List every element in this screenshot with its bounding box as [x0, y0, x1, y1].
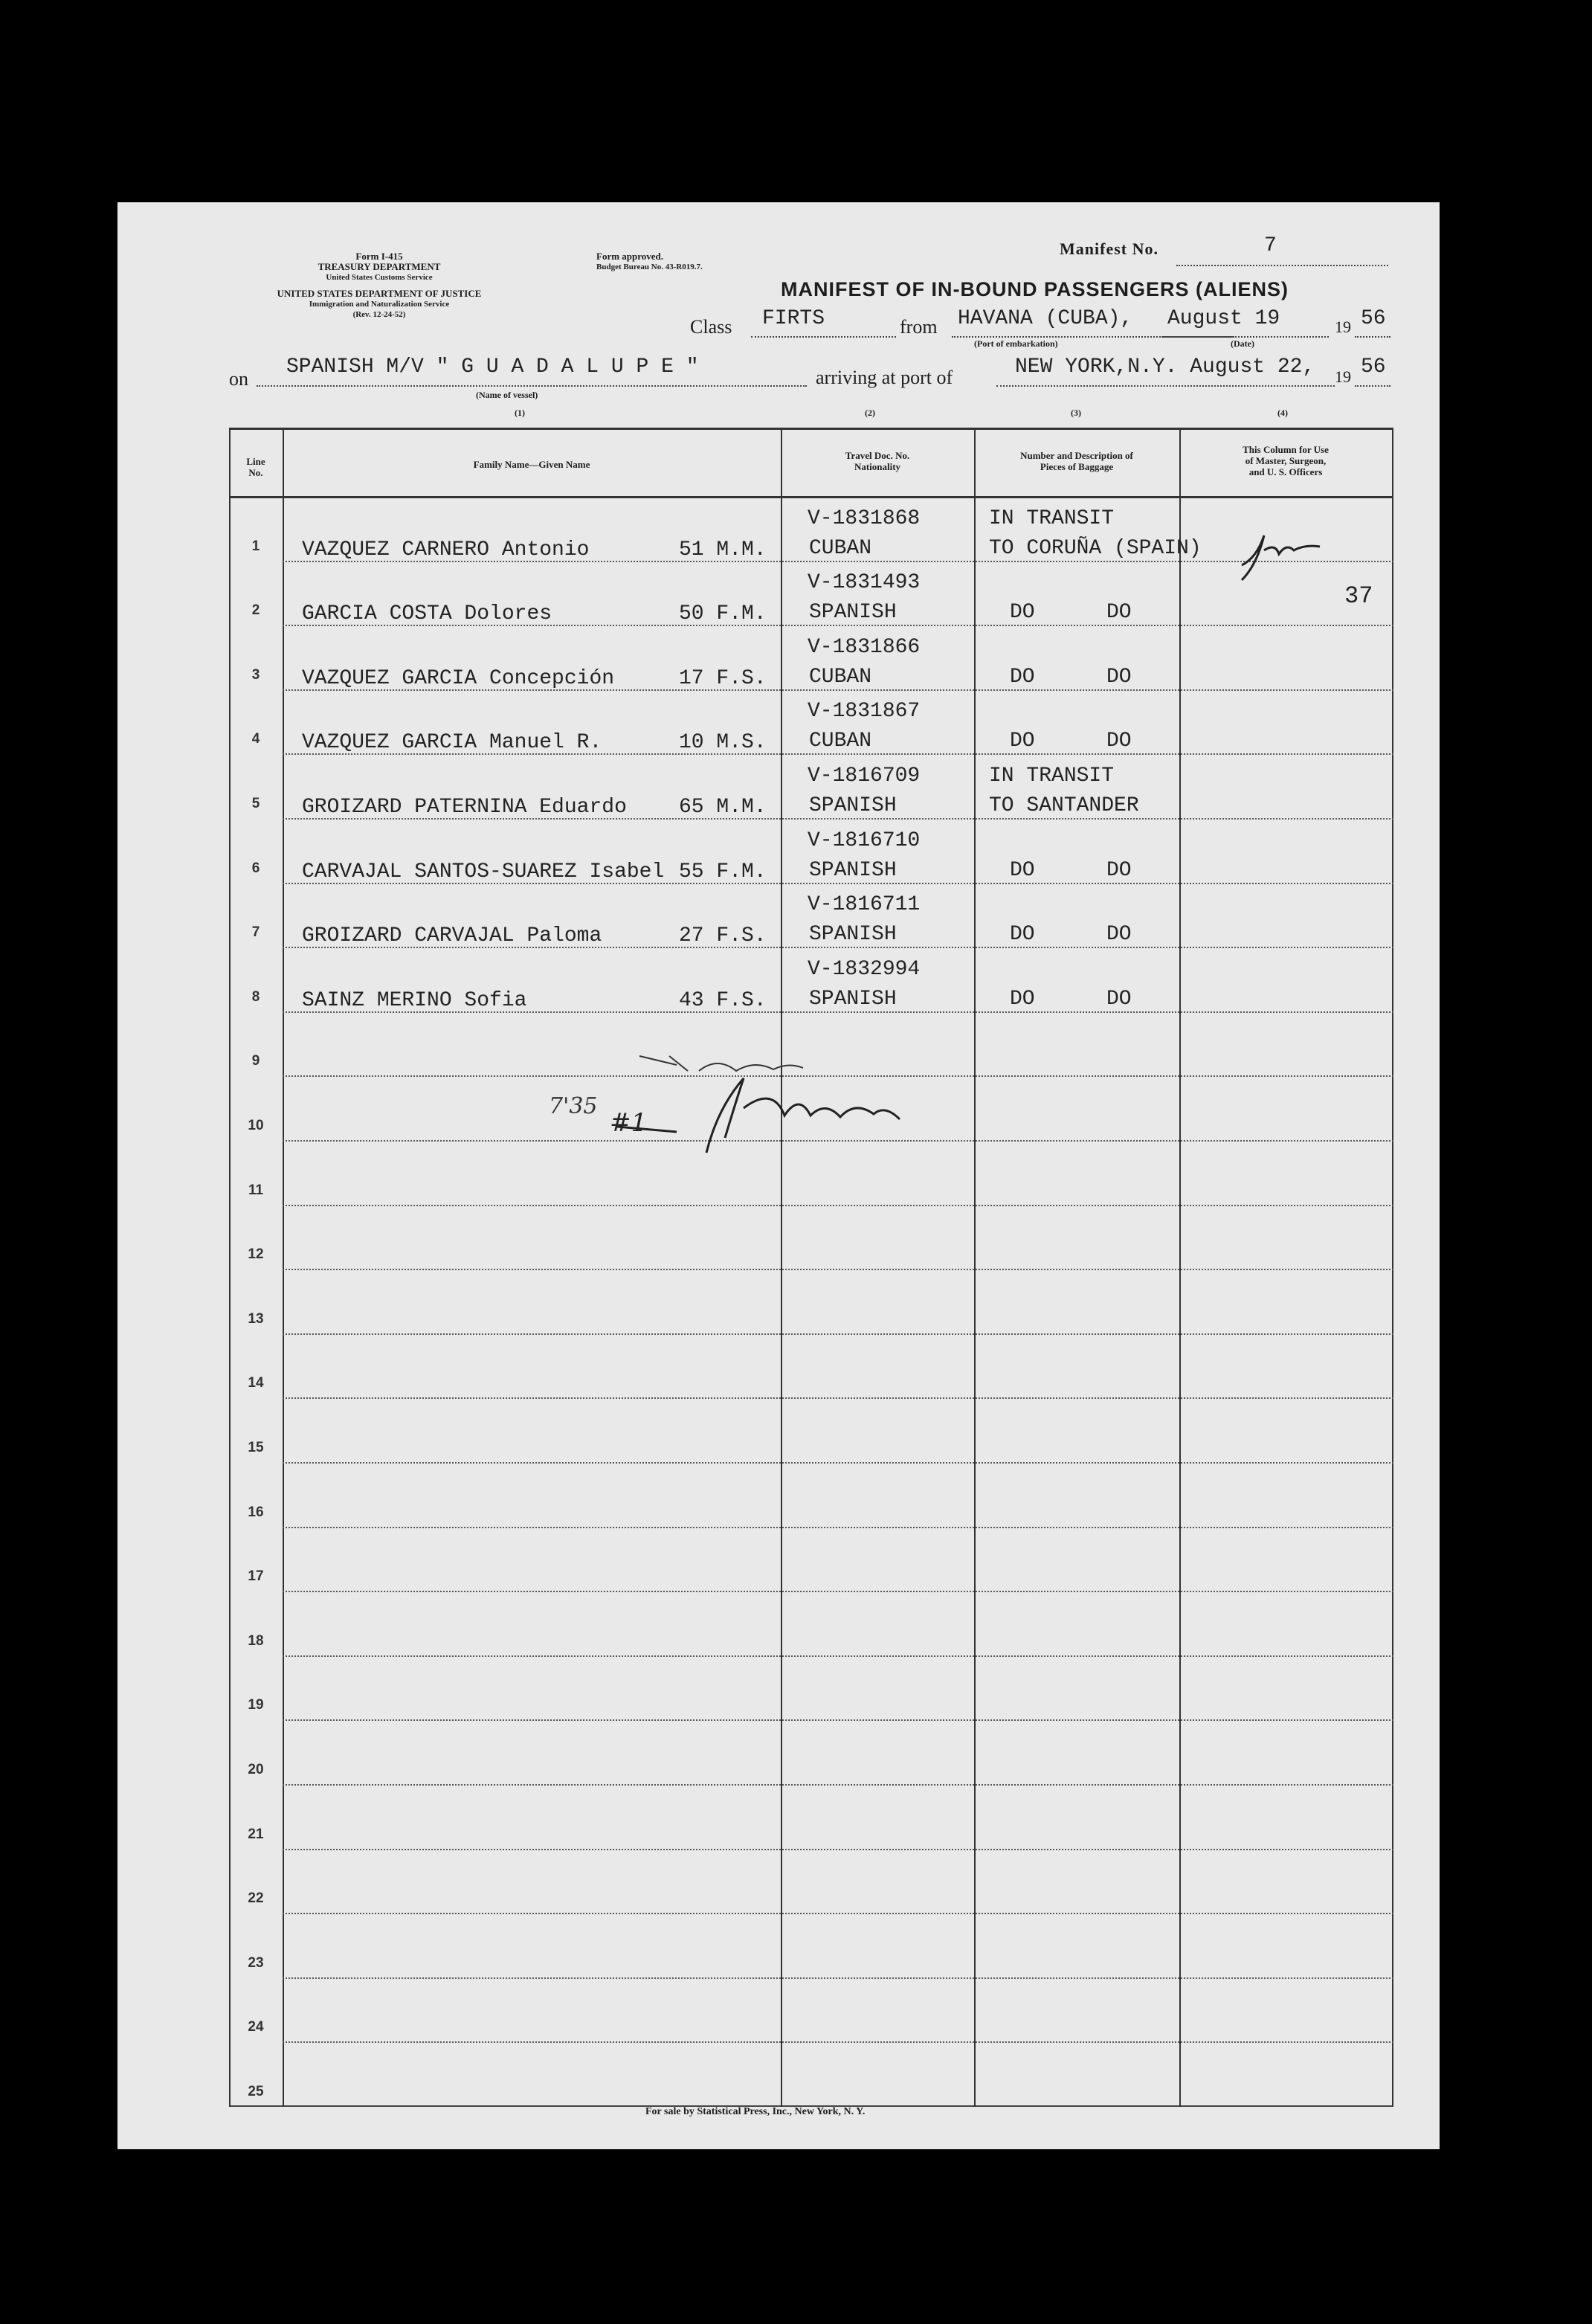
form-header-left — [231, 251, 528, 320]
col-header-officers — [1179, 444, 1392, 477]
baggage-line-2: DO — [1106, 987, 1132, 1011]
line-number: 17 — [248, 1568, 264, 1585]
baggage-line-1: IN TRANSIT — [989, 506, 1115, 530]
baggage-line-1: DO — [1010, 858, 1035, 882]
baggage-line-1: DO — [1010, 601, 1035, 625]
passenger-name: SAINZ MERINO Sofia — [302, 988, 527, 1012]
line-number: 20 — [248, 1762, 264, 1777]
officer-header-2: of Master, Surgeon, — [1245, 455, 1327, 466]
baggage-line-1: DO — [1010, 923, 1035, 947]
class-line — [751, 336, 896, 338]
col-header-line-no — [229, 456, 283, 478]
handwritten-time: 7'35 — [549, 1093, 598, 1119]
line-number: 9 — [251, 1053, 260, 1069]
line-number: 13 — [248, 1310, 264, 1327]
nationality: SPANISH — [809, 987, 897, 1011]
arrival-line — [996, 385, 1335, 387]
passenger-name: GROIZARD CARVAJAL Paloma — [302, 924, 602, 948]
nationality: CUBAN — [809, 665, 872, 689]
port-value: HAVANA (CUBA), — [958, 307, 1133, 330]
row-divider — [283, 1527, 1393, 1528]
row-divider — [283, 1849, 1393, 1850]
approval-text: Form approved. — [596, 251, 664, 262]
baggage-line-2: TO SANTANDER — [989, 794, 1139, 817]
table-header-line — [229, 496, 1393, 498]
doc-header-1: Travel Doc. No. — [845, 450, 910, 461]
handwritten-count: #1 — [610, 1108, 648, 1138]
line-number: 2 — [251, 602, 260, 619]
row-divider — [283, 1977, 1393, 1979]
row-divider — [283, 1205, 1393, 1206]
row-divider — [283, 1913, 1393, 1914]
line-number: 12 — [248, 1246, 264, 1263]
line-number: 24 — [248, 2019, 264, 2035]
baggage-line-1: DO — [1010, 665, 1035, 689]
line-number: 10 — [248, 1118, 264, 1133]
line-number: 23 — [248, 1954, 264, 1971]
line-header-1: Line — [246, 456, 265, 467]
line-number: 22 — [248, 1890, 264, 1907]
nationality: CUBAN — [809, 730, 872, 753]
line-number: 25 — [248, 2084, 264, 2099]
col-divider — [1392, 428, 1393, 2107]
class-value: FIRTS — [762, 307, 825, 330]
passenger-name: VAZQUEZ GARCIA Concepción — [302, 666, 615, 690]
doc-header-2: Nationality — [854, 461, 901, 472]
nationality: SPANISH — [809, 858, 897, 882]
passenger-age-sex: 51 M.M. — [679, 538, 767, 561]
manifest-value: 7 — [1264, 234, 1277, 257]
form-number: Form I-415 — [355, 251, 403, 262]
year-value: 56 — [1361, 307, 1386, 330]
officer-note: 37 — [1344, 582, 1373, 610]
port-caption: (Port of embarkation) — [974, 338, 1058, 349]
col-header-baggage — [974, 450, 1179, 472]
line-number: 7 — [251, 924, 260, 941]
passenger-age-sex: 55 F.M. — [679, 860, 767, 883]
officer-header-3: and U. S. Officers — [1248, 466, 1323, 477]
line-number: 18 — [248, 1632, 264, 1649]
table-top-line — [229, 428, 1393, 430]
passenger-table — [229, 428, 1393, 2107]
col-header-travel-doc — [781, 450, 974, 472]
passenger-name: CARVAJAL SANTOS-SUAREZ Isabel — [302, 860, 665, 883]
dept1-sub: United States Customs Service — [326, 273, 433, 282]
line-number: 5 — [251, 796, 260, 811]
row-divider — [283, 1397, 1393, 1399]
bag-header-2: Pieces of Baggage — [1040, 461, 1114, 472]
bag-header-1: Number and Description of — [1020, 450, 1133, 461]
col-num-1: (1) — [515, 408, 525, 418]
passenger-age-sex: 27 F.S. — [679, 924, 767, 948]
line-number: 6 — [251, 860, 260, 876]
passenger-age-sex: 50 F.M. — [679, 602, 767, 626]
page-title: MANIFEST OF IN-BOUND PASSENGERS (ALIENS) — [781, 278, 1289, 300]
row-divider — [283, 1269, 1393, 1270]
row-divider — [283, 1719, 1393, 1721]
vessel-value: SPANISH M/V " G U A D A L U P E " — [286, 355, 699, 379]
passenger-name: GROIZARD PATERNINA Eduardo — [302, 796, 627, 819]
col-divider — [781, 428, 782, 2107]
name-header: Family Name—Given Name — [473, 459, 590, 470]
footer-text: For sale by Statistical Press, Inc., New York, N. Y. — [645, 2106, 866, 2117]
baggage-line-1: IN TRANSIT — [989, 765, 1115, 788]
line-number: 4 — [251, 731, 260, 747]
date-value: August 19 — [1167, 307, 1280, 330]
row-divider — [283, 1655, 1393, 1657]
col-divider — [974, 428, 976, 2107]
arrival-year-value: 56 — [1361, 355, 1386, 379]
row-divider — [283, 1591, 1393, 1592]
revision: (Rev. 12-24-52) — [352, 310, 406, 319]
form-approval — [596, 251, 703, 272]
vessel-line — [257, 385, 807, 387]
line-number: 21 — [248, 1826, 264, 1842]
line-number: 15 — [248, 1440, 264, 1455]
passenger-age-sex: 43 F.S. — [679, 988, 767, 1012]
arrival-year-line — [1355, 385, 1390, 387]
class-label: Class — [690, 316, 732, 338]
col-divider — [283, 428, 284, 2107]
row-divider — [283, 1784, 1393, 1786]
officer-header-1: This Column for Use — [1243, 444, 1329, 455]
baggage-line-2: TO CORUÑA (SPAIN) — [989, 536, 1202, 560]
travel-doc-number: V-1831868 — [808, 506, 921, 530]
col-divider — [1179, 428, 1181, 2107]
nationality: CUBAN — [809, 536, 872, 560]
line-number: 14 — [248, 1375, 264, 1391]
row-divider — [283, 2041, 1393, 2043]
baggage-line-2: DO — [1106, 858, 1132, 882]
budget-text: Budget Bureau No. 43-R019.7. — [596, 263, 703, 271]
officer-initials — [1234, 528, 1324, 573]
nationality: SPANISH — [809, 794, 897, 817]
nationality: SPANISH — [809, 923, 897, 947]
manifest-label: Manifest No. — [1060, 239, 1158, 258]
travel-doc-number: V-1816711 — [808, 893, 921, 917]
col-header-name — [283, 459, 781, 470]
col-num-2: (2) — [865, 408, 875, 418]
travel-doc-number: V-1816710 — [808, 828, 921, 852]
from-label: from — [900, 316, 938, 338]
line-number: 19 — [248, 1697, 264, 1713]
line-number: 11 — [248, 1182, 264, 1198]
vessel-caption: (Name of vessel) — [476, 390, 538, 400]
baggage-line-1: DO — [1010, 987, 1035, 1011]
dept2-sub: Immigration and Naturalization Service — [309, 300, 450, 309]
line-header-2: No. — [248, 467, 263, 478]
dept1: TREASURY DEPARTMENT — [318, 261, 441, 272]
travel-doc-number: V-1831493 — [808, 571, 921, 595]
travel-doc-number: V-1832994 — [808, 957, 921, 981]
arrival-year-prefix: 19 — [1335, 367, 1351, 386]
on-label: on — [229, 368, 248, 390]
line-number: 16 — [248, 1504, 264, 1520]
travel-doc-number: V-1831867 — [808, 700, 921, 724]
dept2: UNITED STATES DEPARTMENT OF JUSTICE — [277, 288, 482, 299]
baggage-line-2: DO — [1106, 923, 1132, 947]
date-caption: (Date) — [1231, 338, 1254, 349]
arrival-value: NEW YORK,N.Y. August 22, — [1015, 355, 1315, 379]
col-num-3: (3) — [1071, 408, 1081, 418]
year-line — [1355, 336, 1390, 338]
manifest-number — [1060, 239, 1158, 259]
nationality: SPANISH — [809, 601, 897, 625]
col-num-4: (4) — [1277, 408, 1288, 418]
passenger-age-sex: 17 F.S. — [679, 666, 767, 690]
line-number: 3 — [251, 666, 260, 683]
travel-doc-number: V-1816709 — [808, 765, 921, 788]
line-number: 8 — [251, 988, 260, 1005]
passenger-name: VAZQUEZ CARNERO Antonio — [302, 538, 590, 561]
manifest-line — [1176, 265, 1388, 266]
baggage-line-2: DO — [1106, 601, 1132, 625]
baggage-line-2: DO — [1106, 665, 1132, 689]
year-prefix: 19 — [1335, 318, 1351, 336]
passenger-age-sex: 65 M.M. — [679, 796, 767, 819]
passenger-name: GARCIA COSTA Dolores — [302, 602, 552, 626]
date-line — [1161, 336, 1329, 338]
passenger-name: VAZQUEZ GARCIA Manuel R. — [302, 731, 602, 755]
line-number: 1 — [251, 538, 260, 554]
arriving-label: arriving at port of — [816, 367, 953, 388]
row-divider — [283, 1333, 1393, 1335]
passenger-age-sex: 10 M.S. — [679, 731, 767, 755]
travel-doc-number: V-1831866 — [808, 635, 921, 659]
row-divider — [283, 1462, 1393, 1464]
baggage-line-1: DO — [1010, 730, 1035, 753]
baggage-line-2: DO — [1106, 730, 1132, 753]
